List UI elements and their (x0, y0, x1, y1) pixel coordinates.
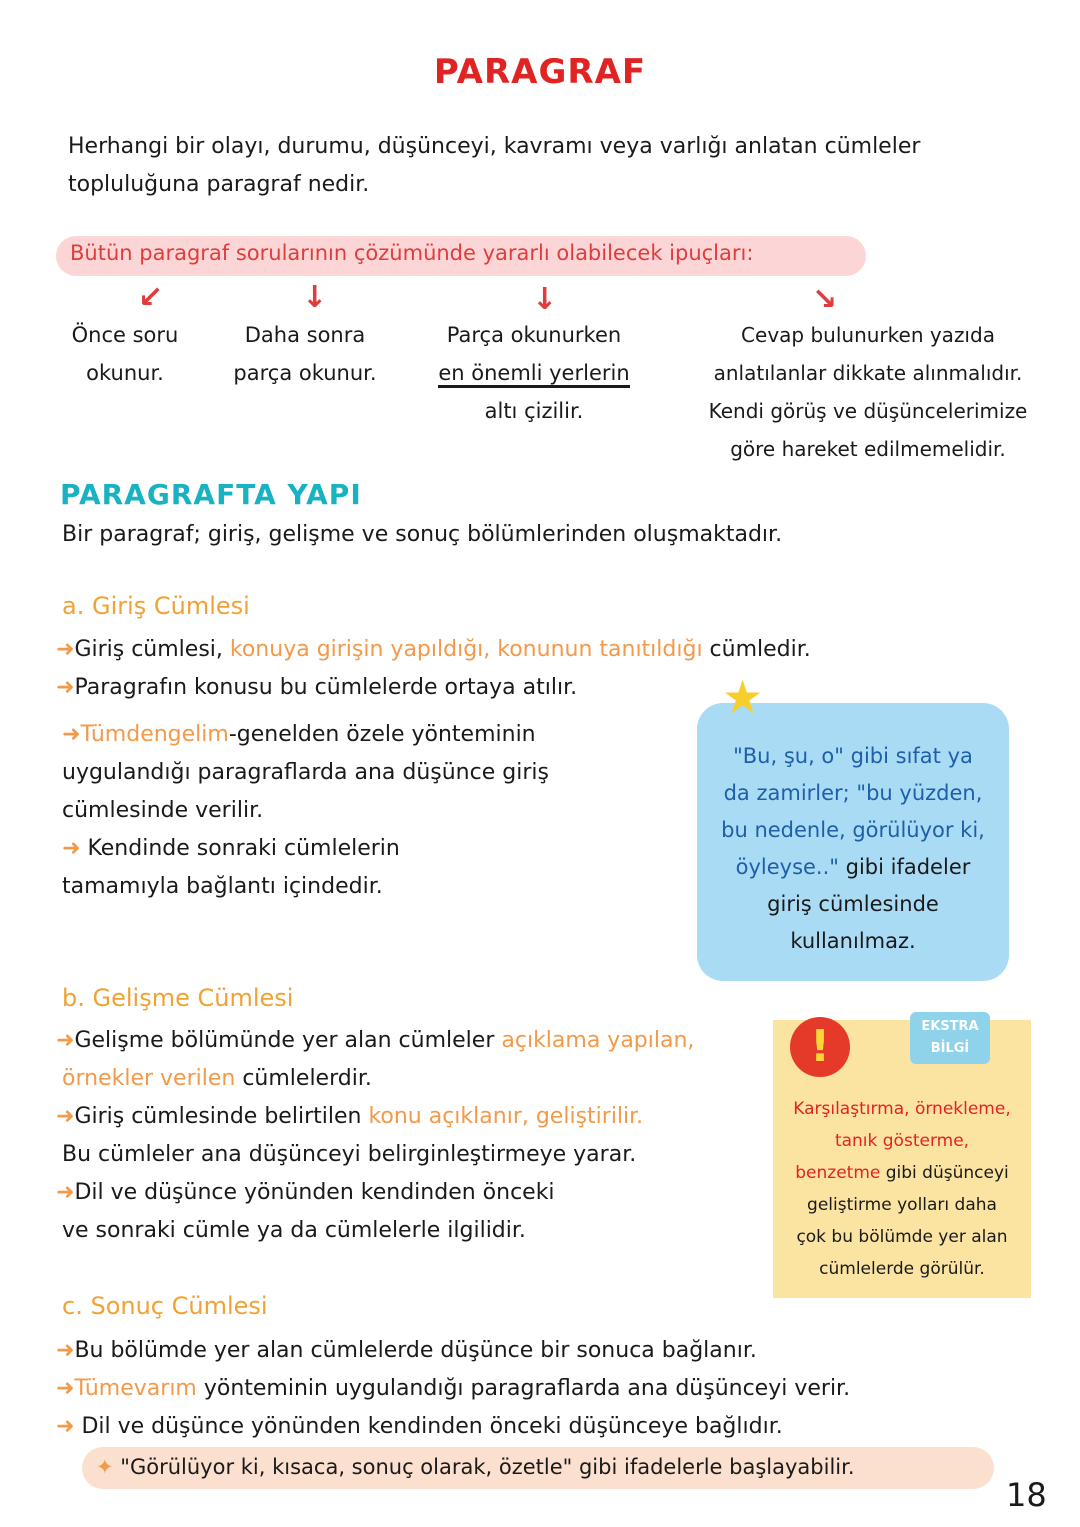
arrow-right-icon: ➜ (56, 1376, 75, 1401)
extra-info-badge: EKSTRA BİLGİ (910, 1012, 990, 1064)
info-box-text: "Bu, şu, o" gibi sıfat ya da zamirler; "bu yüzden, bu nedenle, görülüyor ki, öyleyse.." gibi ifadeler giriş cümlesinde kullanılmaz. (721, 744, 985, 953)
tip-item: Cevap bulunurken yazıda anlatılanlar dikkate alınmalıdır. Kendi görüş ve düşüncelerimize göre hareket edilmemelidir. (708, 323, 1028, 461)
tip-item: Parça okunurken en önemli yerlerin altı çizilir. (438, 323, 630, 423)
arrow-right-icon: ➜ (56, 1338, 75, 1363)
bullet: ➜Paragrafın konusu bu cümlelerde ortaya atılır. (56, 675, 578, 700)
arrow-down-right-icon: ↘ (812, 282, 838, 317)
tip-item: Önce soru okunur. (71, 323, 179, 385)
structure-text: Bir paragraf; giriş, gelişme ve sonuç bölümlerinden oluşmaktadır. (62, 522, 783, 547)
arrow-right-icon: ➜ (56, 675, 75, 700)
sparkle-icon: ✦ (96, 1455, 114, 1479)
final-note: ✦ "Görülüyor ki, kısaca, sonuç olarak, özetle" gibi ifadelerle başlayabilir. (96, 1455, 855, 1479)
bullet: ➜Giriş cümlesi, konuya girişin yapıldığı, konunun tanıtıldığı cümledir. (56, 637, 811, 662)
arrow-right-icon: ➜ (56, 1104, 75, 1129)
star-icon: ★ (722, 670, 764, 724)
intro-text: Herhangi bir olayı, durumu, düşünceyi, kavramı veya varlığı anlatan cümleler topluluğuna paragraf nedir. (68, 134, 921, 197)
subsection-title: b. Gelişme Cümlesi (62, 984, 294, 1012)
arrow-right-icon: ➜ (56, 1180, 75, 1205)
page-number: 18 (1006, 1476, 1047, 1514)
arrow-right-icon: ➜ (56, 1414, 75, 1439)
section-title: PARAGRAFTA YAPI (60, 478, 362, 511)
bullet: ➜Tümdengelim-genelden özele yönteminin uygulandığı paragraflarda ana düşünce giriş cümlesinde verilir. ➜ Kendinde sonraki cümlelerin tamamıyla bağlantı içindedir. (62, 722, 549, 899)
arrow-right-icon: ➜ (62, 836, 81, 861)
tip-item: Daha sonra parça okunur. (233, 323, 377, 385)
arrow-right-icon: ➜ (56, 637, 75, 662)
exclamation-icon: ! (790, 1017, 850, 1077)
arrow-down-icon: ↓ (302, 280, 328, 315)
subsection-title: a. Giriş Cümlesi (62, 592, 250, 620)
bullet: ➜Bu bölümde yer alan cümlelerde düşünce bir sonuca bağlanır. ➜Tümevarım yönteminin uygulandığı paragraflarda ana düşünceyi verir. ➜ Dil ve düşünce yönünden kendinden önceki düşünceye bağlıdır. (56, 1338, 851, 1439)
arrow-right-icon: ➜ (62, 722, 81, 747)
arrow-down-icon: ↓ (532, 282, 558, 317)
tips-heading: Bütün paragraf sorularının çözümünde yararlı olabilecek ipuçları: (70, 241, 754, 265)
extra-info-text: Karşılaştırma, örnekleme, tanık gösterme, benzetme gibi düşünceyi geliştirme yolları daha çok bu bölümde yer alan cümlelerde görülür. (793, 1099, 1011, 1279)
arrow-right-icon: ➜ (56, 1028, 75, 1053)
arrow-down-left-icon: ↙ (138, 280, 164, 315)
subsection-title: c. Sonuç Cümlesi (62, 1292, 268, 1320)
bullet: ➜Gelişme bölümünde yer alan cümleler açıklama yapılan, örnekler verilen cümlelerdir. ➜Giriş cümlesinde belirtilen konu açıklanır, geliştirilir. Bu cümleler ana düşünceyi belirginleştirmeye yarar. ➜Dil ve düşünce yönünden kendinden önceki ve sonraki cümle ya da cümlelerle ilgilidir. (56, 1028, 695, 1243)
page-title: PARAGRAF (433, 52, 647, 92)
